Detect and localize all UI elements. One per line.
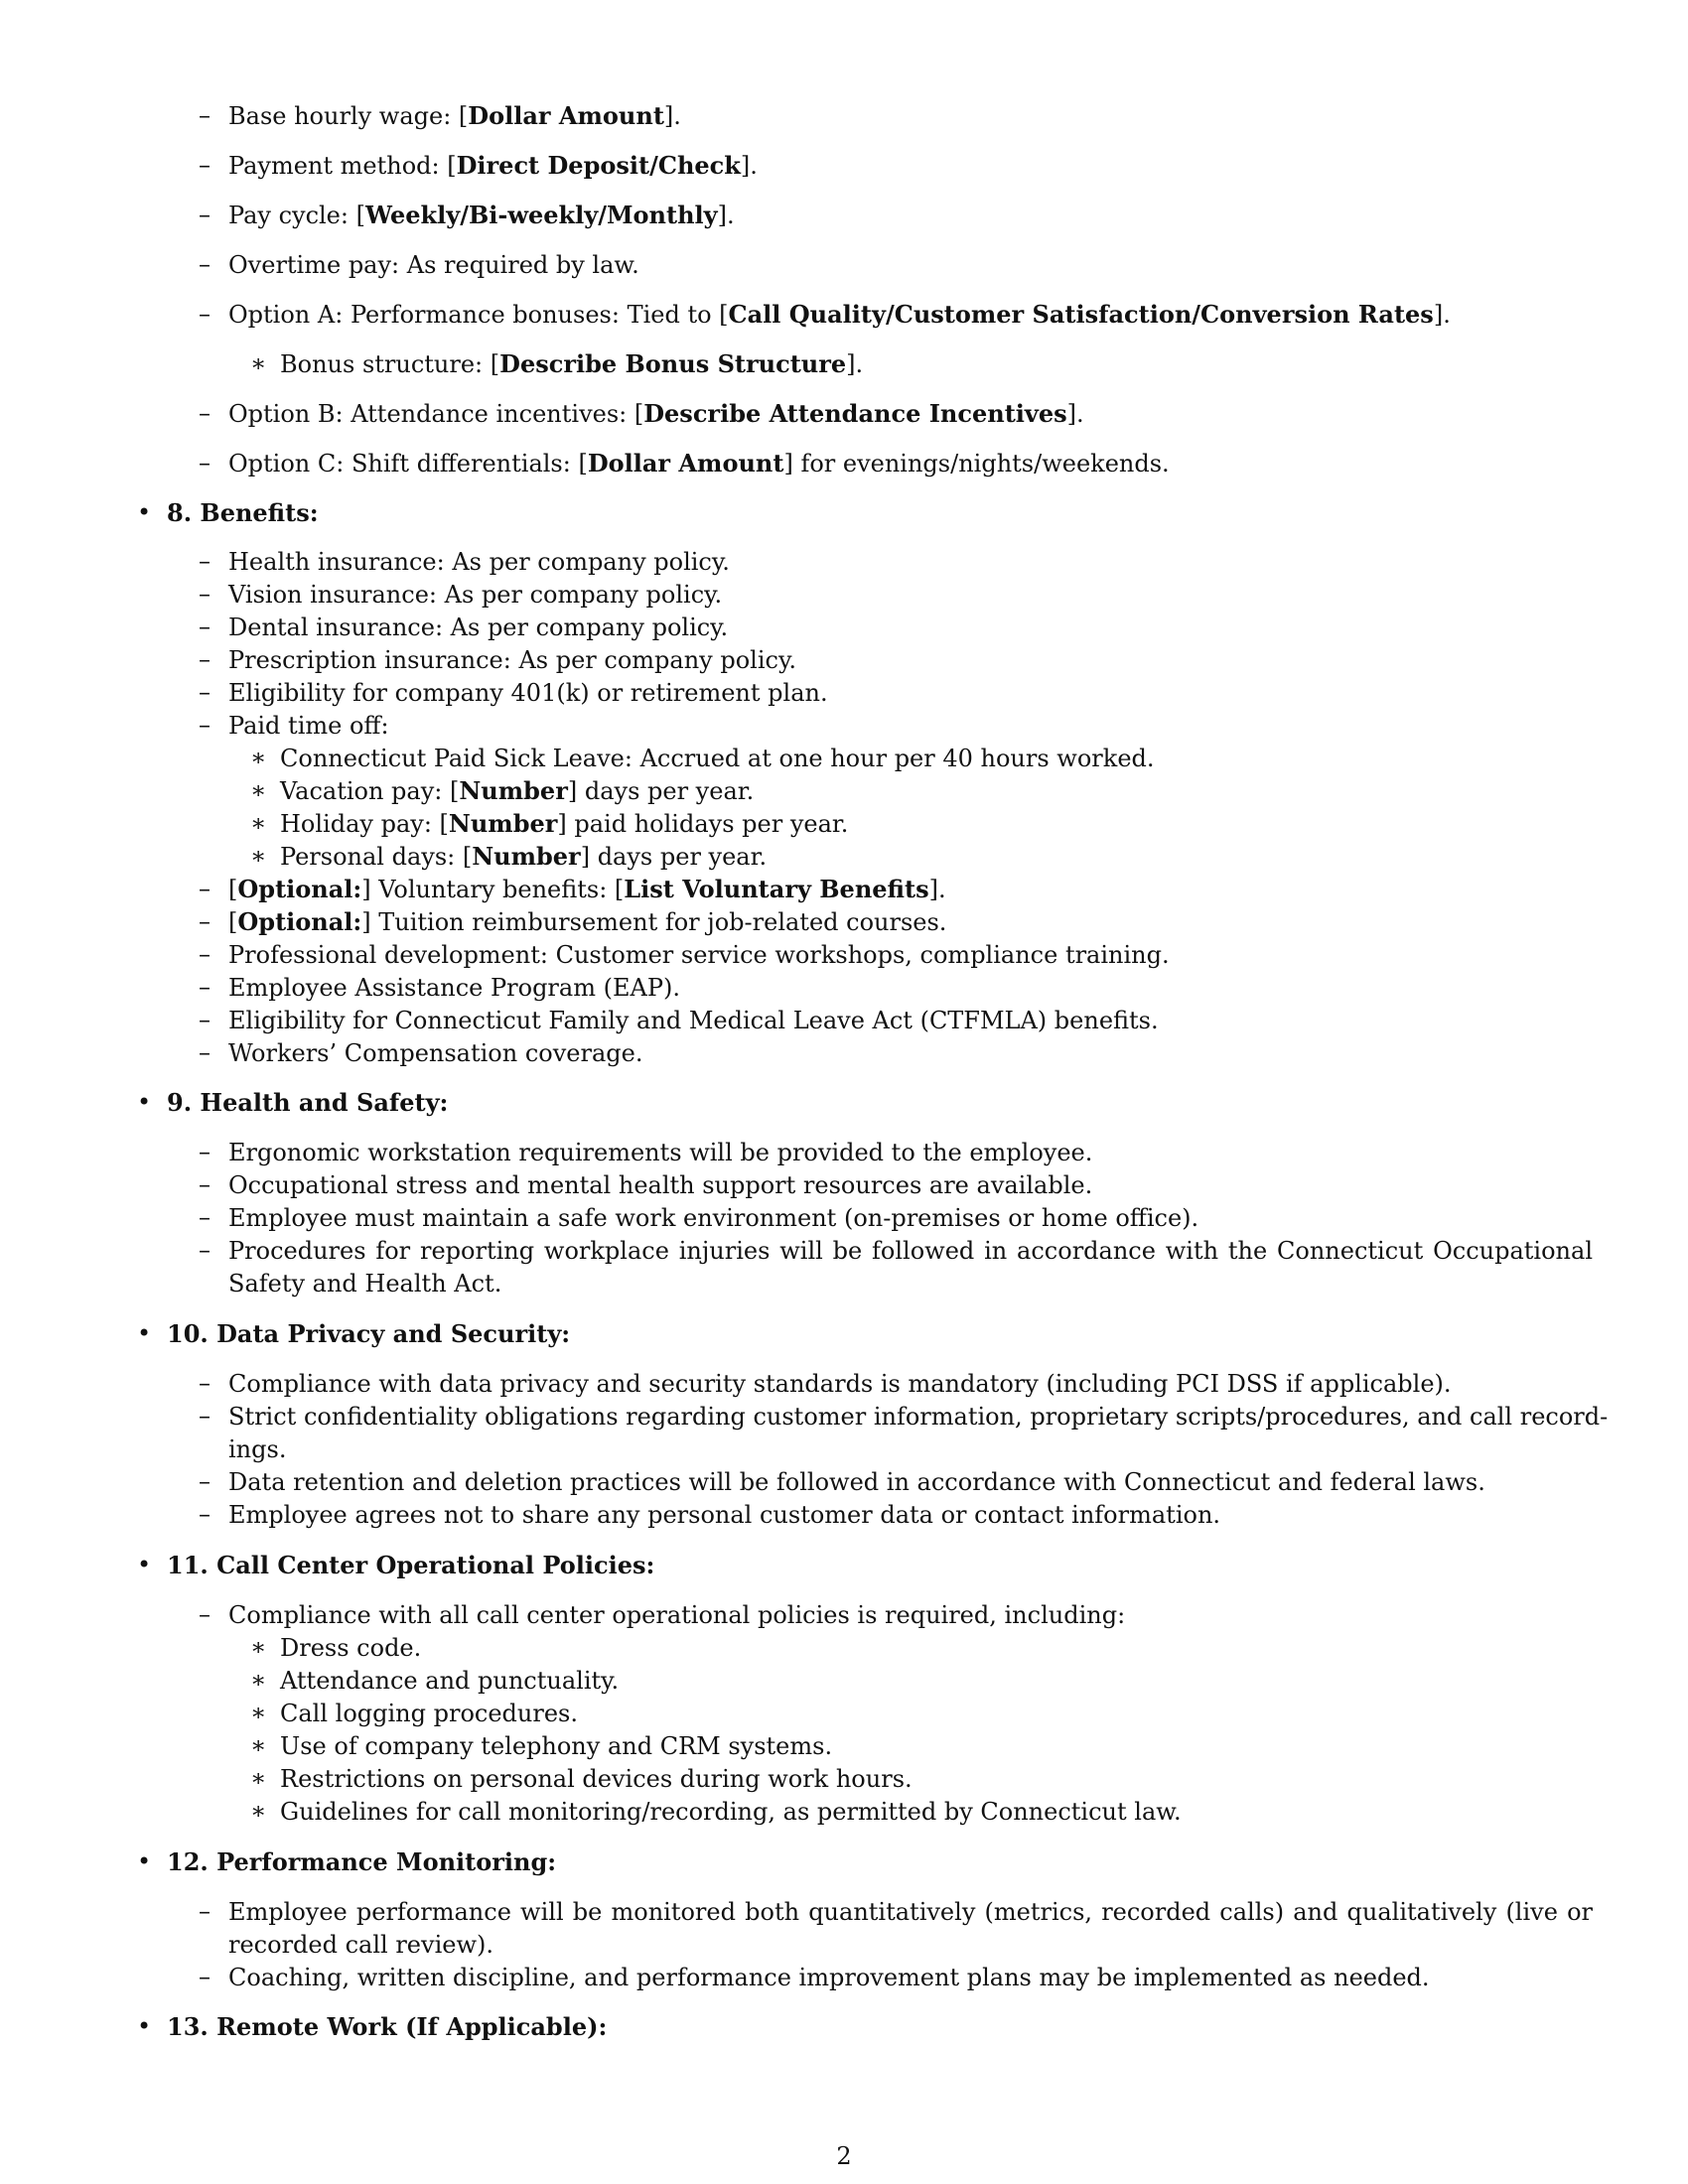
- dash-marker: –: [199, 151, 211, 179]
- dash-marker: –: [199, 1600, 211, 1628]
- list-item: Employee must maintain a safe work environment (on-premises or home office).: [228, 1204, 1199, 1232]
- dash-marker: –: [199, 250, 211, 278]
- list-item: Eligibility for company 401(k) or retirement plan.: [228, 679, 828, 707]
- dash-marker: –: [199, 875, 211, 902]
- dash-marker: –: [199, 907, 211, 935]
- star-marker: ∗: [250, 842, 267, 870]
- list-item: Connecticut Paid Sick Leave: Accrued at one hour per 40 hours worked.: [280, 745, 1155, 772]
- list-item: Guidelines for call monitoring/recording, as permitted by Connecticut law.: [280, 1798, 1182, 1826]
- list-item: Option A: Performance bonuses: Tied to [Call Quality/Customer Satisfaction/Conversion Rates].: [228, 300, 1451, 329]
- star-marker: ∗: [250, 1764, 267, 1792]
- list-item: Prescription insurance: As per company policy.: [228, 646, 796, 674]
- section-heading: 8. Benefits:: [167, 498, 319, 527]
- list-item: Data retention and deletion practices will be followed in accordance with Connecticut and federal laws.: [228, 1468, 1485, 1496]
- bullet-marker: •: [137, 2012, 152, 2040]
- list-item: Vacation pay: [Number] days per year.: [280, 776, 755, 805]
- section-heading: 12. Performance Monitoring:: [167, 1847, 557, 1876]
- list-item: Attendance and punctuality.: [280, 1667, 620, 1695]
- list-item: Overtime pay: As required by law.: [228, 251, 639, 279]
- dash-marker: –: [199, 711, 211, 739]
- list-item: Procedures for reporting workplace injuries will be followed in accordance with the Connecticut Occupational: [228, 1237, 1593, 1265]
- dash-marker: –: [199, 101, 211, 129]
- list-item: Paid time off:: [228, 712, 389, 740]
- list-item: Dental insurance: As per company policy.: [228, 614, 729, 641]
- dash-marker: –: [199, 449, 211, 477]
- star-marker: ∗: [250, 1633, 267, 1661]
- dash-marker: –: [199, 1467, 211, 1495]
- list-item: Employee agrees not to share any personal customer data or contact information.: [228, 1501, 1221, 1529]
- list-item: Ergonomic workstation requirements will be provided to the employee.: [228, 1139, 1093, 1166]
- list-item: [Optional:] Voluntary benefits: [List Voluntary Benefits].: [228, 875, 946, 903]
- list-item-continuation: recorded call review).: [228, 1931, 493, 1959]
- dash-marker: –: [199, 1402, 211, 1430]
- star-marker: ∗: [250, 1797, 267, 1825]
- list-item: Bonus structure: [Describe Bonus Structure].: [280, 349, 864, 378]
- dash-marker: –: [199, 613, 211, 640]
- list-item-continuation: ings.: [228, 1435, 287, 1463]
- dash-marker: –: [199, 1203, 211, 1231]
- list-item: Holiday pay: [Number] paid holidays per year.: [280, 809, 849, 838]
- list-item: Payment method: [Direct Deposit/Check].: [228, 151, 758, 180]
- dash-marker: –: [199, 1897, 211, 1925]
- page-number: 2: [836, 2142, 852, 2170]
- dash-marker: –: [199, 1500, 211, 1528]
- section-heading: 13. Remote Work (If Applicable):: [167, 2012, 608, 2041]
- list-item: Eligibility for Connecticut Family and Medical Leave Act (CTFMLA) benefits.: [228, 1007, 1159, 1034]
- section-heading: 11. Call Center Operational Policies:: [167, 1551, 655, 1579]
- list-item: Dress code.: [280, 1634, 422, 1662]
- list-item: Strict confidentiality obligations regarding customer information, proprietary scripts/procedures, and call record-: [228, 1403, 1609, 1431]
- dash-marker: –: [199, 399, 211, 427]
- dash-marker: –: [199, 1038, 211, 1066]
- list-item: Restrictions on personal devices during work hours.: [280, 1765, 913, 1793]
- dash-marker: –: [199, 1963, 211, 1990]
- bullet-marker: •: [137, 498, 152, 526]
- dash-marker: –: [199, 1170, 211, 1198]
- bullet-marker: •: [137, 1319, 152, 1347]
- star-marker: ∗: [250, 1731, 267, 1759]
- star-marker: ∗: [250, 1699, 267, 1726]
- list-item: Health insurance: As per company policy.: [228, 548, 730, 576]
- list-item: [Optional:] Tuition reimbursement for job-related courses.: [228, 907, 947, 936]
- list-item: Employee Assistance Program (EAP).: [228, 974, 680, 1002]
- list-item: Pay cycle: [Weekly/Bi-weekly/Monthly].: [228, 201, 735, 229]
- dash-marker: –: [199, 547, 211, 575]
- list-item: Use of company telephony and CRM systems.: [280, 1732, 833, 1760]
- star-marker: ∗: [250, 744, 267, 771]
- dash-marker: –: [199, 645, 211, 673]
- list-item: Occupational stress and mental health support resources are available.: [228, 1171, 1093, 1199]
- list-item: Compliance with all call center operational policies is required, including:: [228, 1601, 1126, 1629]
- section-heading: 9. Health and Safety:: [167, 1088, 449, 1117]
- dash-marker: –: [199, 973, 211, 1001]
- list-item: Coaching, written discipline, and performance improvement plans may be implemented as needed.: [228, 1964, 1430, 1991]
- list-item-continuation: Safety and Health Act.: [228, 1270, 502, 1297]
- dash-marker: –: [199, 580, 211, 608]
- list-item: Option B: Attendance incentives: [Describe Attendance Incentives].: [228, 399, 1084, 428]
- bullet-marker: •: [137, 1551, 152, 1578]
- star-marker: ∗: [250, 349, 267, 377]
- list-item: Option C: Shift differentials: [Dollar Amount] for evenings/nights/weekends.: [228, 449, 1170, 478]
- star-marker: ∗: [250, 1666, 267, 1694]
- star-marker: ∗: [250, 809, 267, 837]
- list-item: Base hourly wage: [Dollar Amount].: [228, 101, 681, 130]
- dash-marker: –: [199, 1369, 211, 1397]
- list-item: Compliance with data privacy and security standards is mandatory (including PCI DSS if applicable).: [228, 1370, 1452, 1398]
- list-item: Workers’ Compensation coverage.: [228, 1039, 643, 1067]
- dash-marker: –: [199, 940, 211, 968]
- dash-marker: –: [199, 678, 211, 706]
- bullet-marker: •: [137, 1847, 152, 1875]
- dash-marker: –: [199, 1236, 211, 1264]
- list-item: Vision insurance: As per company policy.: [228, 581, 723, 609]
- dash-marker: –: [199, 1138, 211, 1165]
- list-item: Personal days: [Number] days per year.: [280, 842, 768, 871]
- list-item: Employee performance will be monitored both quantitatively (metrics, recorded calls) and qualitatively (live or: [228, 1898, 1593, 1926]
- list-item: Call logging procedures.: [280, 1700, 578, 1727]
- dash-marker: –: [199, 201, 211, 228]
- list-item: Professional development: Customer service workshops, compliance training.: [228, 941, 1170, 969]
- section-heading: 10. Data Privacy and Security:: [167, 1319, 571, 1348]
- bullet-marker: •: [137, 1088, 152, 1116]
- dash-marker: –: [199, 300, 211, 328]
- star-marker: ∗: [250, 776, 267, 804]
- dash-marker: –: [199, 1006, 211, 1033]
